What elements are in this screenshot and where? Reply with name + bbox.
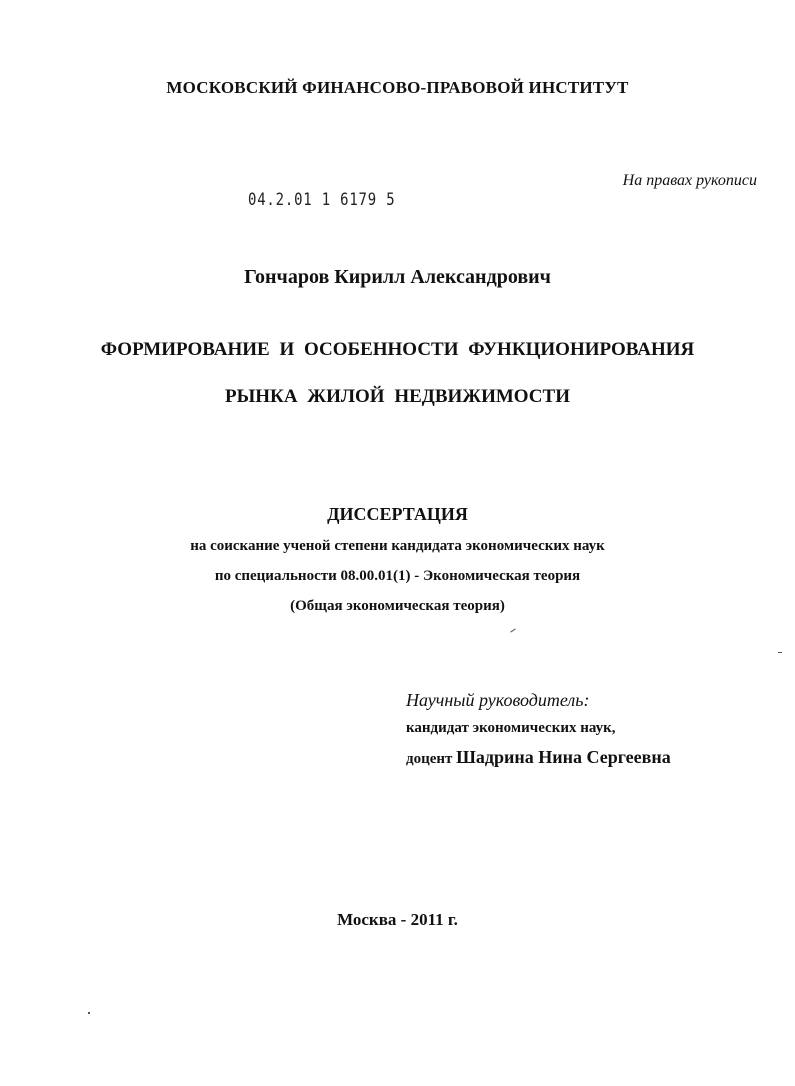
registration-stamp: 04.2.01 1 6179 5 xyxy=(248,190,396,210)
institute-name: МОСКОВСКИЙ ФИНАНСОВО-ПРАВОВОЙ ИНСТИТУТ xyxy=(166,78,629,97)
specialty-line: по специальности 08.00.01(1) - Экономическая теория xyxy=(214,568,581,584)
scientific-advisor xyxy=(406,690,671,768)
advisor-rank: доцент xyxy=(406,751,453,767)
thesis-title-line-1: ФОРМИРОВАНИЕ И ОСОБЕННОСТИ ФУНКЦИОНИРОВАНИЯ xyxy=(100,339,695,360)
scan-mark xyxy=(88,1012,90,1014)
document-type: ДИССЕРТАЦИЯ xyxy=(327,504,468,524)
scan-mark xyxy=(778,652,782,653)
degree-line: на соискание ученой степени кандидата экономических наук xyxy=(190,538,605,554)
field-line: (Общая экономическая теория) xyxy=(290,598,505,614)
advisor-name: Шадрина Нина Сергеевна xyxy=(456,747,671,767)
advisor-degree: кандидат экономических наук, xyxy=(406,720,616,736)
author-name: Гончаров Кирилл Александрович xyxy=(244,266,551,288)
scan-mark xyxy=(510,628,515,632)
advisor-label: Научный руководитель: xyxy=(406,690,590,710)
thesis-title-line-2: РЫНКА ЖИЛОЙ НЕДВИЖИМОСТИ xyxy=(225,386,570,407)
manuscript-note: На правах рукописи xyxy=(622,172,757,189)
city-year: Москва - 2011 г. xyxy=(337,910,458,929)
